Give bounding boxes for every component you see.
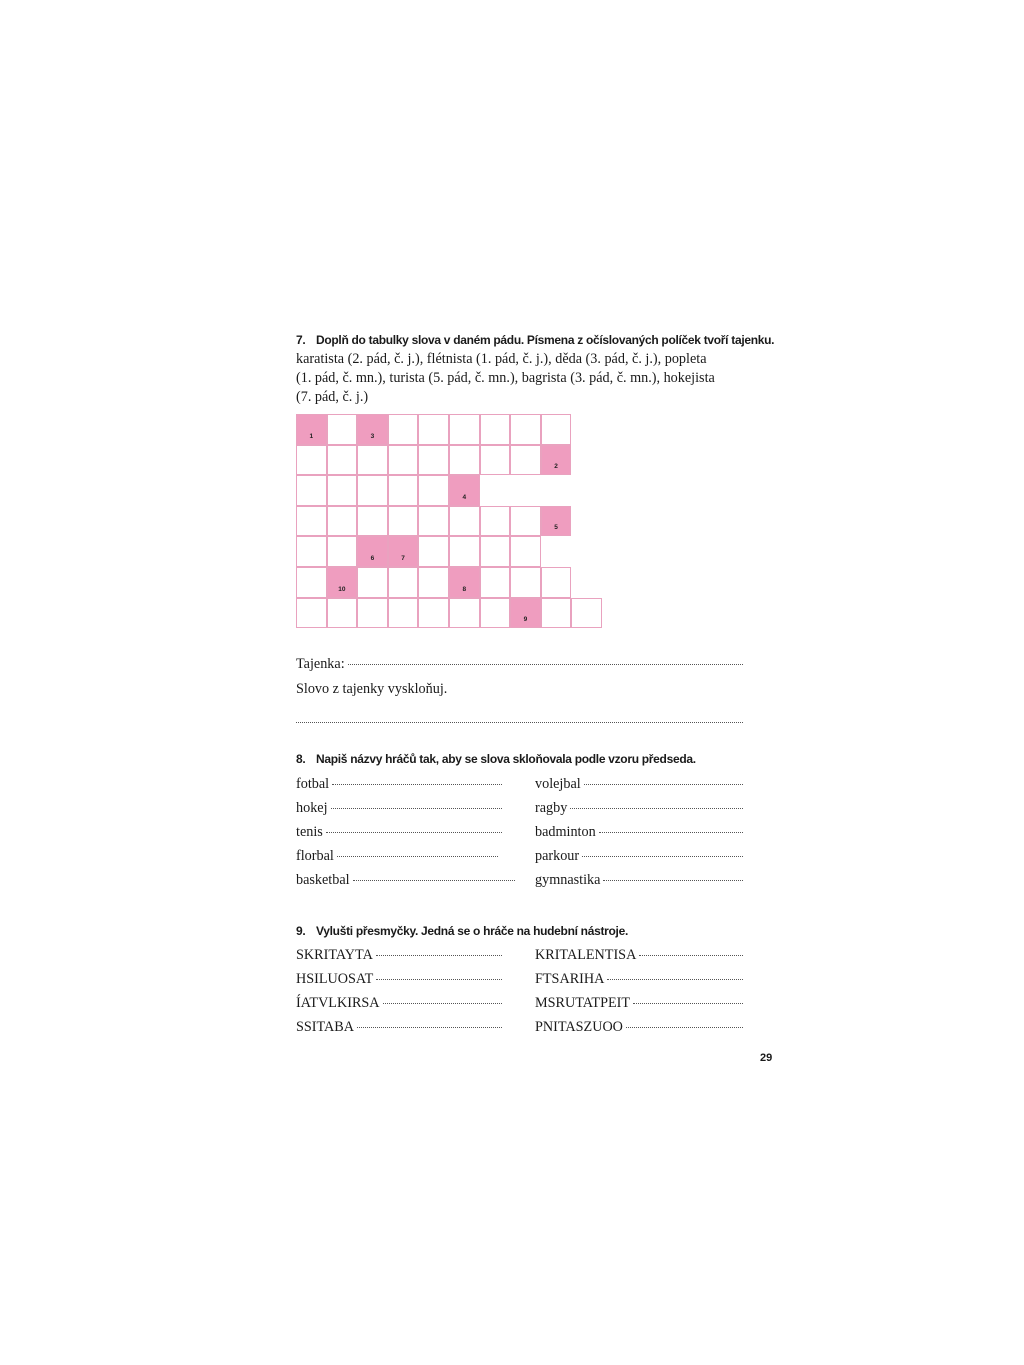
cell-number: 1 <box>309 432 314 440</box>
crossword-cell[interactable] <box>388 445 419 476</box>
cell-number: 3 <box>370 432 375 440</box>
crossword-cell-numbered[interactable] <box>541 506 572 537</box>
crossword-cell[interactable] <box>327 414 358 445</box>
crossword-cell-numbered[interactable] <box>357 414 388 445</box>
crossword-cell[interactable] <box>510 536 541 567</box>
crossword-cell[interactable] <box>418 445 449 476</box>
anagram-word: SSITABA <box>296 1019 354 1035</box>
crossword-cell[interactable] <box>327 445 358 476</box>
ex8-row-left[interactable] <box>296 775 502 794</box>
answer-field[interactable] <box>639 955 743 956</box>
exercise-8-number: 8. <box>296 752 306 766</box>
crossword-cell-numbered[interactable] <box>449 475 480 506</box>
ex9-row-left[interactable] <box>296 970 502 989</box>
anagram-word: PNITASZUOO <box>535 1019 623 1035</box>
crossword-cell[interactable] <box>388 506 419 537</box>
anagram-word: FTSARIHA <box>535 971 605 987</box>
crossword-cell[interactable] <box>418 567 449 598</box>
tajenka-answer-field[interactable] <box>348 664 743 665</box>
crossword-cell[interactable] <box>480 445 511 476</box>
decline-answer-field[interactable] <box>296 722 743 723</box>
answer-field[interactable] <box>603 880 743 881</box>
cell-number: 7 <box>401 554 405 562</box>
answer-field[interactable] <box>599 832 743 833</box>
exercise-9-title: Vylušti přesmyčky. Jedná se o hráče na hudební nástroje. <box>316 924 628 938</box>
crossword-cell[interactable] <box>510 414 541 445</box>
crossword-grid <box>296 414 606 632</box>
crossword-cell[interactable] <box>327 475 358 506</box>
anagram-word: ÍATVLKIRSA <box>296 995 380 1011</box>
ex8-row-left[interactable] <box>296 871 515 890</box>
crossword-cell[interactable] <box>357 475 388 506</box>
crossword-cell[interactable] <box>418 536 449 567</box>
cell-number: 9 <box>523 616 528 624</box>
answer-field[interactable] <box>383 1003 502 1004</box>
anagram-word: MSRUTATPEIT <box>535 995 631 1011</box>
crossword-cell[interactable] <box>510 567 541 598</box>
sport-word: badminton <box>535 824 596 840</box>
crossword-cell[interactable] <box>388 475 419 506</box>
sport-word: tenis <box>296 824 323 840</box>
crossword-cell[interactable] <box>296 475 327 506</box>
anagram-word: HSILUOSAT <box>296 971 374 987</box>
answer-field[interactable] <box>376 955 502 956</box>
exercise-7-number: 7. <box>296 333 306 347</box>
ex9-row-right[interactable] <box>535 946 743 965</box>
answer-field[interactable] <box>353 880 515 881</box>
crossword-cell[interactable] <box>541 598 572 629</box>
sport-word: fotbal <box>296 776 330 792</box>
crossword-cell[interactable] <box>449 598 480 629</box>
exercise-7-title: Doplň do tabulky slova v daném pádu. Písmena z očíslovaných políček tvoří tajenku. <box>316 333 775 347</box>
ex8-row-left[interactable] <box>296 799 502 818</box>
crossword-cell[interactable] <box>510 445 541 476</box>
crossword-cell[interactable] <box>388 414 419 445</box>
crossword-cell[interactable] <box>357 598 388 629</box>
ex8-row-right[interactable] <box>535 775 743 794</box>
crossword-cell[interactable] <box>541 414 572 445</box>
ex9-row-left[interactable] <box>296 946 502 965</box>
crossword-cell[interactable] <box>571 598 602 629</box>
exercise-8-title: Napiš názvy hráčů tak, aby se slova skloňovala podle vzoru předseda. <box>316 752 696 766</box>
crossword-cell[interactable] <box>327 506 358 537</box>
crossword-cell[interactable] <box>296 536 327 567</box>
crossword-cell[interactable] <box>510 506 541 537</box>
exercise-9-heading <box>296 924 628 938</box>
sport-word: parkour <box>535 848 580 864</box>
crossword-cell[interactable] <box>449 414 480 445</box>
crossword-cell[interactable] <box>480 598 511 629</box>
ex8-row-right[interactable] <box>535 847 743 866</box>
cell-number: 10 <box>338 585 346 593</box>
ex8-row-right[interactable] <box>535 871 743 890</box>
ex8-row-left[interactable] <box>296 847 498 866</box>
exercise-7-line: (1. pád, č. mn.), turista (5. pád, č. mn.), bagrista (3. pád, č. mn.), hokejista <box>296 370 715 386</box>
answer-field[interactable] <box>331 808 502 809</box>
sport-word: gymnastika <box>535 872 601 888</box>
crossword-cell[interactable] <box>327 536 358 567</box>
cell-number: 4 <box>462 493 467 501</box>
crossword-cell-numbered[interactable] <box>510 598 541 629</box>
crossword-cell[interactable] <box>296 445 327 476</box>
answer-field[interactable] <box>570 808 743 809</box>
cell-number: 2 <box>554 463 558 471</box>
exercise-9-number: 9. <box>296 924 306 938</box>
crossword-cell[interactable] <box>388 598 419 629</box>
crossword-cell[interactable] <box>449 536 480 567</box>
crossword-cell[interactable] <box>480 536 511 567</box>
cell-number: 6 <box>370 554 375 562</box>
cell-number: 8 <box>462 585 467 593</box>
cell-number: 5 <box>554 524 558 532</box>
ex8-row-left[interactable] <box>296 823 502 842</box>
crossword-cell[interactable] <box>357 506 388 537</box>
crossword-cell-numbered[interactable] <box>357 536 388 567</box>
crossword-cell-numbered[interactable] <box>327 567 358 598</box>
exercise-7-words <box>296 350 715 407</box>
ex8-row-right[interactable] <box>535 823 743 842</box>
exercise-7-heading <box>296 333 774 347</box>
exercise-7-line: karatista (2. pád, č. j.), flétnista (1. pád, č. j.), děda (3. pád, č. j.), popleta <box>296 351 707 367</box>
crossword-cell-numbered[interactable] <box>449 567 480 598</box>
crossword-cell[interactable] <box>418 475 449 506</box>
sport-word: ragby <box>535 800 568 816</box>
answer-field[interactable] <box>607 979 743 980</box>
exercise-8-heading <box>296 752 696 766</box>
crossword-cell[interactable] <box>327 598 358 629</box>
ex9-row-left[interactable] <box>296 1018 502 1037</box>
exercise-7-line: (7. pád, č. j.) <box>296 389 369 405</box>
sport-word: florbal <box>296 848 334 864</box>
tajenka-line[interactable] <box>296 655 743 674</box>
crossword-cell-numbered[interactable] <box>541 445 572 476</box>
crossword-cell-numbered[interactable] <box>296 414 327 445</box>
crossword-cell-numbered[interactable] <box>388 536 419 567</box>
decline-instruction: Slovo z tajenky vyskloňuj. <box>296 681 448 697</box>
answer-field[interactable] <box>337 856 498 857</box>
anagram-word: KRITALENTISA <box>535 947 637 963</box>
answer-field[interactable] <box>626 1027 743 1028</box>
ex9-row-right[interactable] <box>535 970 743 989</box>
crossword-cell[interactable] <box>357 567 388 598</box>
ex9-row-right[interactable] <box>535 1018 743 1037</box>
answer-field[interactable] <box>326 832 502 833</box>
crossword-cell[interactable] <box>480 506 511 537</box>
answer-field[interactable] <box>357 1027 502 1028</box>
crossword-cell[interactable] <box>449 506 480 537</box>
ex8-row-right[interactable] <box>535 799 743 818</box>
anagram-word: SKRITAYTA <box>296 947 373 963</box>
ex9-row-right[interactable] <box>535 994 743 1013</box>
sport-word: basketbal <box>296 872 350 888</box>
tajenka-label: Tajenka: <box>296 656 345 672</box>
crossword-cell[interactable] <box>418 414 449 445</box>
answer-field[interactable] <box>332 784 502 785</box>
answer-field[interactable] <box>633 1003 743 1004</box>
crossword-cell[interactable] <box>418 506 449 537</box>
sport-word: hokej <box>296 800 328 816</box>
page-number: 29 <box>760 1052 773 1064</box>
crossword-cell[interactable] <box>357 445 388 476</box>
answer-field[interactable] <box>376 979 502 980</box>
crossword-cell[interactable] <box>480 414 511 445</box>
crossword-cell[interactable] <box>296 506 327 537</box>
crossword-cell[interactable] <box>296 567 327 598</box>
crossword-cell[interactable] <box>388 567 419 598</box>
crossword-cell[interactable] <box>541 567 572 598</box>
crossword-cell[interactable] <box>480 567 511 598</box>
answer-field[interactable] <box>584 784 743 785</box>
crossword-cell[interactable] <box>418 598 449 629</box>
answer-field[interactable] <box>582 856 743 857</box>
sport-word: volejbal <box>535 776 581 792</box>
ex9-row-left[interactable] <box>296 994 502 1013</box>
crossword-cell[interactable] <box>449 445 480 476</box>
crossword-cell[interactable] <box>296 598 327 629</box>
